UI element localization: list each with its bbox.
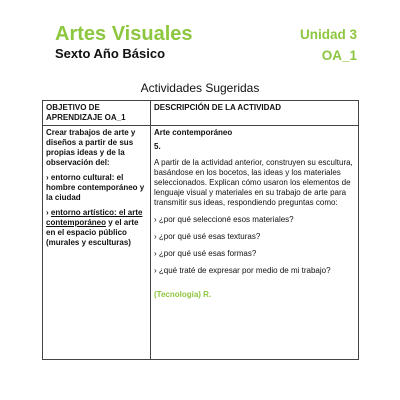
oa-label: OA_1	[321, 48, 357, 63]
subject-title: Artes Visuales	[55, 23, 193, 45]
question-item: › ¿por qué usé esas texturas?	[154, 232, 261, 241]
technology-note: (Tecnología) R.	[154, 290, 212, 299]
activity-heading: Arte contemporáneo	[154, 128, 233, 137]
table-row	[43, 126, 359, 360]
document-header	[55, 22, 357, 62]
objective-intro: Crear trabajos de arte y diseños a partir de sus propias ideas y de la observación del:	[46, 128, 136, 167]
objective-cell	[43, 126, 151, 360]
section-title: Actividades Sugeridas	[140, 81, 260, 95]
objective-item-cultural-text: entorno cultural: el hombre contemporáneo y la ciudad	[46, 173, 145, 202]
objective-item-cultural	[46, 173, 147, 203]
unit-label-block	[300, 26, 357, 65]
activity-paragraph: A partir de la actividad anterior, construyen su escultura, basándose en los bocetos, las ideas y los materiales seleccionados. Explican cómo usaron los elementos de lenguaje visual y materiales en su trabajo de arte para transmitir sus ideas, respondiendo preguntas como:	[154, 158, 353, 207]
bullet-icon: ›	[46, 208, 51, 217]
description-column-header: DESCRIPCIÓN DE LA ACTIVIDAD	[151, 101, 359, 126]
description-cell	[151, 126, 359, 360]
question-item: › ¿por qué usé esas formas?	[154, 249, 257, 258]
unit-label: Unidad 3	[299, 27, 357, 42]
question-item: › ¿qué traté de expresar por medio de mi trabajo?	[154, 266, 331, 275]
activity-table	[42, 100, 359, 360]
bullet-icon: ›	[46, 173, 51, 182]
question-item: › ¿por qué seleccioné esos materiales?	[154, 215, 294, 224]
grade-subtitle: Sexto Año Básico	[55, 46, 166, 61]
objective-column-header: OBJETIVO DE APRENDIZAJE OA_1	[43, 101, 151, 126]
objective-item-artistic	[46, 208, 147, 248]
objective-item-artistic-text: y el arte en el espacio público (murales y esculturas)	[46, 218, 139, 247]
objective-item-artistic-underlined: entorno artístico: el arte contemporáneo	[46, 208, 143, 227]
table-header-row	[43, 101, 359, 126]
activity-number: 5.	[154, 142, 161, 151]
